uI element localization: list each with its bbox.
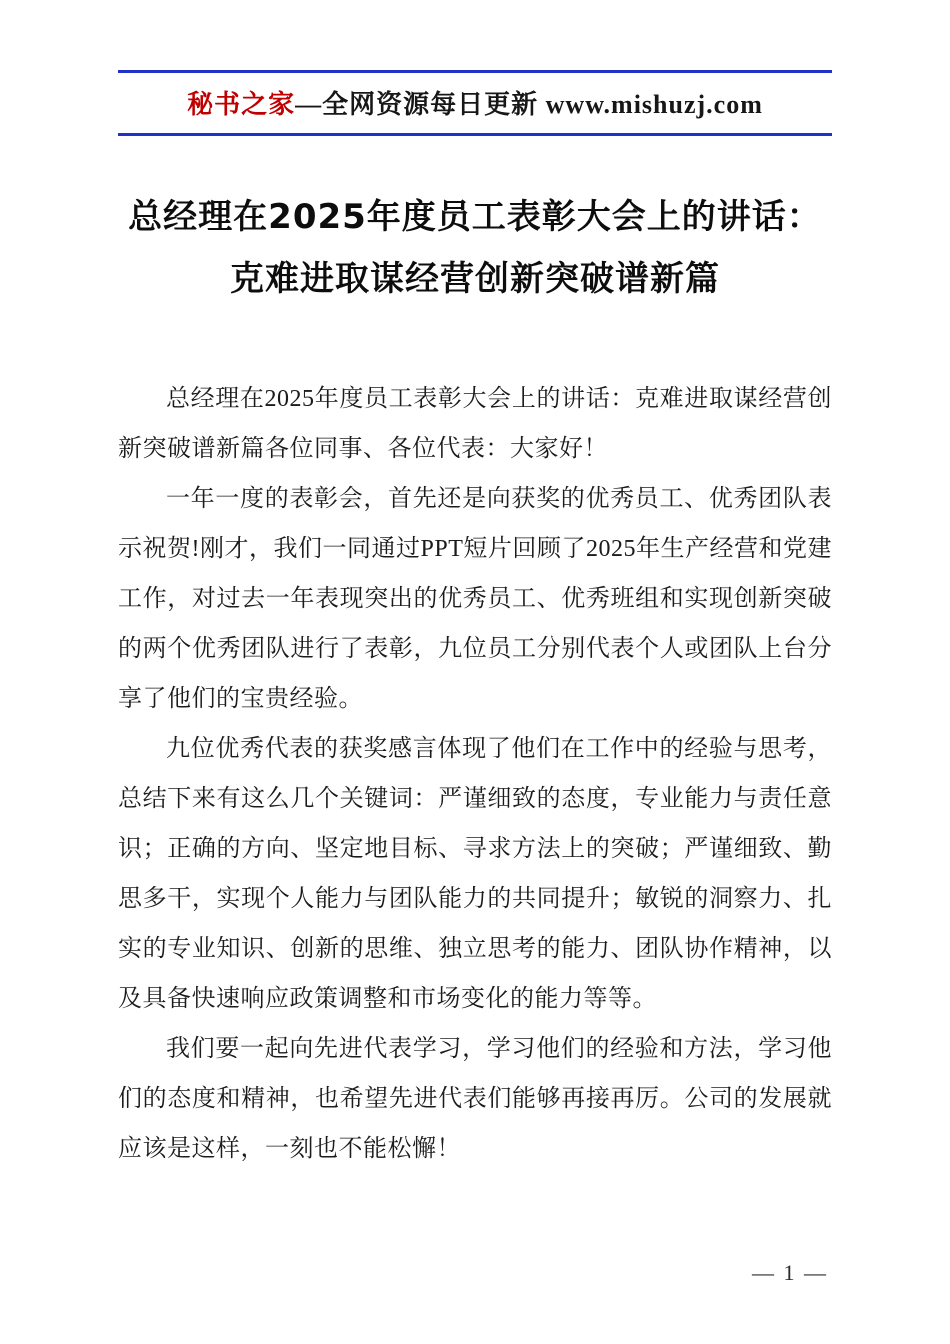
header-bottom-rule [118, 133, 832, 136]
header-tagline: —全网资源每日更新 www.mishuzj.com [295, 90, 763, 119]
title-line-2: 克难进取谋经营创新突破谱新篇 [230, 259, 720, 299]
header-text [118, 73, 832, 133]
document-title [118, 186, 832, 310]
paragraph: 我们要一起向先进代表学习，学习他们的经验和方法，学习他们的态度和精神，也希望先进代表们能够再接再厉。公司的发展就应该是这样，一刻也不能松懈！ [118, 1036, 832, 1162]
brand-name: 秘书之家 [187, 90, 296, 119]
document-body [118, 374, 832, 1174]
page-footer [118, 1260, 832, 1286]
page-number: — 1 — [752, 1260, 828, 1285]
paragraph: 九位优秀代表的获奖感言体现了他们在工作中的经验与思考，总结下来有这么几个关键词：严谨细致的态度，专业能力与责任意识；正确的方向、坚定地目标、寻求方法上的突破；严谨细致、勤思多干，实现个人能力与团队能力的共同提升；敏锐的洞察力、扎实的专业知识、创新的思维、独立思考的能力、团队协作精神，以及具备快速响应政策调整和市场变化的能力等等。 [118, 736, 832, 1012]
paragraph: 总经理在2025年度员工表彰大会上的讲话：克难进取谋经营创新突破谱新篇各位同事、各位代表：大家好！ [118, 386, 832, 462]
paragraph: 一年一度的表彰会，首先还是向获奖的优秀员工、优秀团队表示祝贺!刚才，我们一同通过PPT短片回顾了2025年生产经营和党建工作，对过去一年表现突出的优秀员工、优秀班组和实现创新突破的两个优秀团队进行了表彰，九位员工分别代表个人或团队上台分享了他们的宝贵经验。 [118, 486, 832, 712]
site-header [118, 70, 832, 136]
title-line-1: 总经理在2025年度员工表彰大会上的讲话： [128, 197, 822, 237]
